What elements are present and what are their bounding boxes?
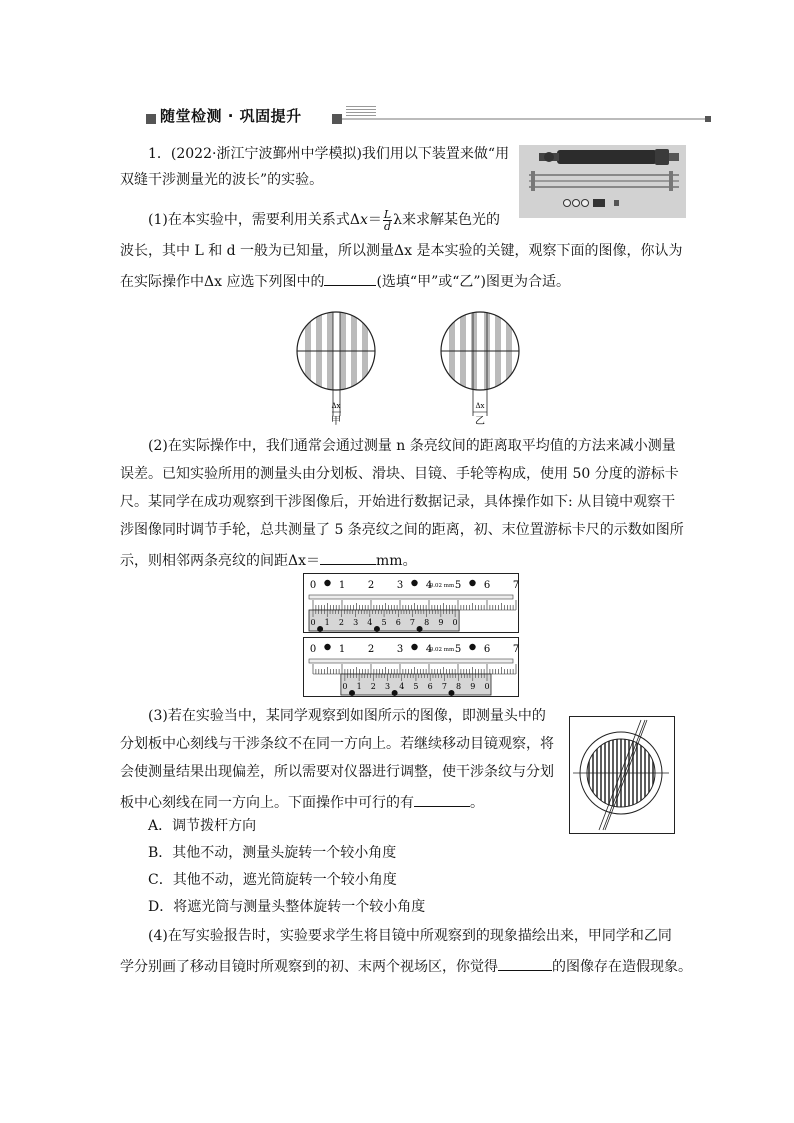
answer-blank-2[interactable] [320, 550, 376, 565]
caliper-dot [374, 626, 380, 632]
caliper-vernier-label: 2 [370, 682, 376, 691]
part1-text-pre: (1)在本实验中，需要利用关系式Δ [148, 212, 360, 228]
q1-part4-line2 [120, 956, 692, 975]
caliper-main-label: 3 [396, 644, 404, 655]
caliper-vernier-label: 2 [338, 618, 344, 627]
part3-line4-post: 。 [470, 795, 484, 811]
fig-jia-label: 甲 [331, 416, 341, 427]
q1-intro-line2: 双缝干涉测量光的波长”的实验。 [120, 172, 324, 188]
tilted-fringe-figure [569, 716, 675, 834]
caliper-vernier-label: 5 [413, 682, 419, 691]
fraction-numerator: L [383, 207, 392, 221]
fig-yi-label: 乙 [475, 416, 485, 427]
caliper-vernier-label: 5 [381, 618, 387, 627]
q1-part4-line1: (4)在写实验报告时，实验要求学生将目镜中所观察到的现象描绘出来，甲同学和乙同 [148, 928, 672, 944]
part1-text-post: λ来求解某色光的 [393, 212, 501, 228]
option-a: A．调节拨杆方向 [148, 818, 257, 834]
part1-var-x: x [359, 212, 368, 228]
part2-line5-pre: 示，则相邻两条亮纹的间距Δx＝ [120, 553, 321, 569]
fraction-denominator: d [383, 219, 392, 233]
caliper-main-label: 4 [425, 644, 433, 655]
part2-line5-post: mm。 [376, 553, 417, 569]
caliper-main-label: 2 [367, 644, 375, 655]
caliper-main-label: 0 [309, 644, 317, 655]
q1-part3-line2: 分划板中心刻线与干涉条纹不在同一方向上。若继续移动目镜观察，将 [120, 736, 554, 752]
caliper-main-label: 6 [483, 644, 491, 655]
q1-part2-line2: 误差。已知实验所用的测量头由分划板、滑块、目镜、手轮等构成，使用 50 分度的游标卡 [120, 466, 679, 482]
option-d: D．将遮光筒与测量头整体旋转一个较小角度 [148, 899, 426, 915]
caliper-dot [417, 626, 423, 632]
caliper-vernier-label: 4 [399, 682, 405, 691]
q1-part2-line3: 尺。某同学在成功观察到干涉图像后，开始进行数据记录，具体操作如下: 从目镜中观察干 [120, 494, 676, 510]
caliper-vernier-label: 7 [409, 618, 416, 627]
caliper-main-label: 4 [425, 580, 433, 591]
part4-line2-post: 的图像存在造假现象。 [552, 959, 692, 975]
caliper-vernier-label: 1 [324, 618, 330, 627]
caliper-vernier-label: 7 [441, 682, 447, 691]
caliper-vernier-label: 0 [342, 682, 348, 691]
part4-line2-pre: 学分别画了移动目镜时所观察到的初、末两个视场区，你觉得 [120, 959, 498, 975]
caliper-dot [411, 644, 417, 650]
caliper-main-label: 7 [512, 580, 519, 591]
caliper-dot [411, 580, 417, 586]
q1-part1-line3 [120, 271, 570, 290]
option-c: C．其他不动，遮光筒旋转一个较小角度 [148, 872, 397, 888]
caliper-vernier-label: 9 [438, 618, 444, 627]
answer-blank-3[interactable] [414, 792, 470, 807]
caliper-dot [448, 690, 454, 696]
caliper-vernier-label: 8 [424, 618, 430, 627]
q1-part2-line1: (2)在实际操作中，我们通常会通过测量 n 条亮纹间的距离取平均值的方法来减小测量 [148, 438, 676, 454]
caliper-dot [349, 690, 355, 696]
caliper-dot [324, 644, 330, 650]
caliper-dot [469, 580, 475, 586]
caliper-main-label: 5 [454, 644, 462, 655]
q1-intro-line1: 1．(2022·浙江宁波鄞州中学模拟)我们用以下装置来做“用 [148, 146, 510, 162]
caliper-vernier-label: 8 [456, 682, 462, 691]
part1-line3-pre: 在实际操作中Δx 应选下列图中的 [120, 274, 325, 290]
part3-line4-pre: 板中心刻线在同一方向上。下面操作中可行的有 [120, 795, 414, 811]
caliper-main-label: 0 [309, 580, 317, 591]
caliper-vernier-label: 6 [427, 682, 433, 691]
q1-part1-line1 [148, 208, 500, 232]
q1-part3-line1: (3)若在实验当中，某同学观察到如图所示的图像，即测量头中的 [148, 708, 546, 724]
caliper-dot [469, 644, 475, 650]
answer-blank-1[interactable] [324, 271, 376, 286]
caliper-initial [303, 573, 519, 633]
caliper-vernier-label: 0 [452, 618, 458, 627]
caliper-vernier-label: 6 [395, 618, 401, 627]
caliper-main-label: 1 [338, 644, 346, 655]
caliper-main-label: 1 [338, 580, 346, 591]
caliper-main-label: 7 [512, 644, 519, 655]
caliper-main-label: 3 [396, 580, 404, 591]
answer-blank-4[interactable] [498, 956, 552, 971]
q1-part1-line2: 波长，其中 L 和 d 一般为已知量，所以测量Δx 是本实验的关键，观察下面的图像，你认为 [120, 243, 683, 259]
fig-jia-dx: Δx [331, 402, 341, 410]
caliper-final [303, 637, 519, 697]
caliper-vernier-label: 4 [367, 618, 373, 627]
caliper-main-label: 6 [483, 580, 491, 591]
part1-line3-post: (选填“甲”或“乙”)图更为合适。 [376, 274, 571, 290]
caliper-main-label: 5 [454, 580, 462, 591]
caliper-dot [392, 690, 398, 696]
caliper-vernier-label: 0 [310, 618, 316, 627]
fig-yi-dx: Δx [475, 402, 485, 410]
q1-part3-line4 [120, 792, 484, 811]
q1-part3-line3: 会使测量结果出现偏差，所以需要对仪器进行调整，使干涉条纹与分划 [120, 764, 554, 780]
caliper-vernier-label: 0 [484, 682, 490, 691]
caliper-vernier-label: 3 [384, 682, 391, 691]
section-title: 随堂检测 · 巩固提升 [160, 107, 302, 125]
caliper-vernier-label: 1 [356, 682, 362, 691]
part1-fraction [383, 209, 392, 232]
caliper-main-label: 2 [367, 580, 375, 591]
caliper-vernier-label: 9 [470, 682, 476, 691]
q1-part2-line4: 涉图像同时调节手轮，总共测量了 5 条亮纹之间的距离，初、末位置游标卡尺的示数如图所 [120, 522, 684, 538]
q1-part2-line5 [120, 550, 417, 569]
figure-jia [296, 310, 378, 428]
caliper-dot [324, 580, 330, 586]
caliper-vernier-label: 3 [353, 618, 359, 627]
apparatus-photo [519, 145, 686, 218]
part1-eq: ＝ [367, 212, 382, 228]
option-b: B．其他不动，测量头旋转一个较小角度 [148, 845, 397, 861]
figure-yi [440, 310, 522, 428]
caliper-dot [317, 626, 323, 632]
caliper-unit-label: 0.02 mm [429, 647, 455, 653]
caliper-unit-label: 0.02 mm [429, 583, 455, 589]
